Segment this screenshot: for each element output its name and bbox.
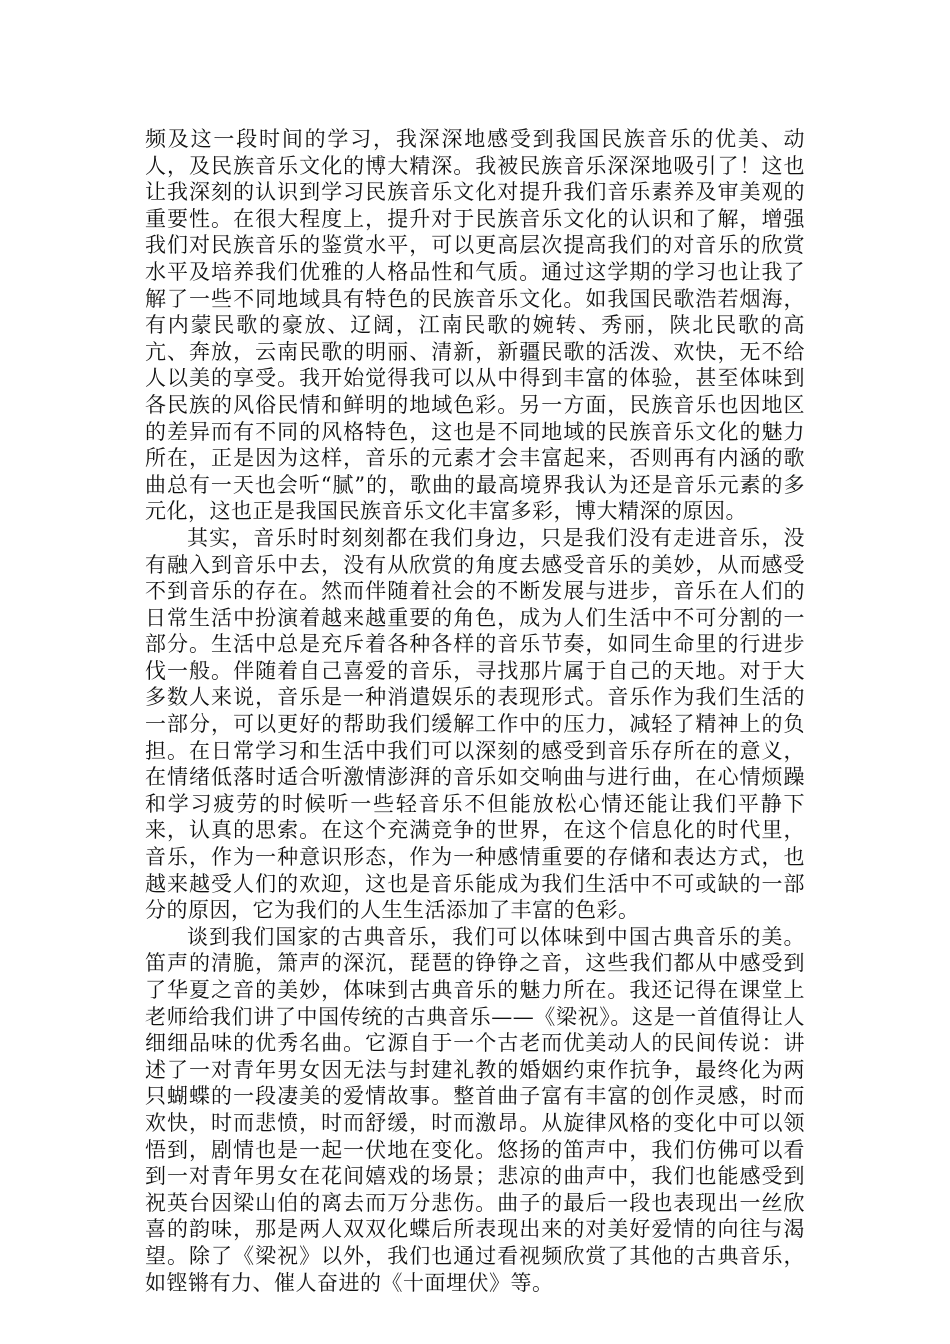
paragraph: 谈到我们国家的古典音乐，我们可以体味到中国古典音乐的美。笛声的清脆，箫声的深沉，琵琶的铮铮之音，这些我们都从中感受到了华夏之音的美妙，体味到古典音乐的魅力所在。我还记得在课堂上老师给我们讲了中国传统的古典音乐——《梁祝》。这是一首值得让人细细品味的优秀名曲。它源自于一个古老而优美动人的民间传说：讲述了一对青年男女因无法与封建礼教的婚姻约束作抗争，最终化为两只蝴蝶的一段凄美的爱情故事。整首曲子富有丰富的创作灵感，时而欢快，时而悲愤，时而舒缓，时而激昂。从旋律风格的变化中可以领悟到，剧情也是一起一伏地在变化。悠扬的笛声中，我们仿佛可以看到一对青年男女在花间嬉戏的场景；悲凉的曲声中，我们也能感受到祝英台因梁山伯的离去而万分悲伤。曲子的最后一段也表现出一丝欣喜的韵味，那是两人双双化蝶后所表现出来的对美好爱情的向往与渴望。除了《梁祝》以外，我们也通过看视频欣赏了其他的古典音乐，如铿锵有力、催人奋进的《十面埋伏》等。	[145, 924, 805, 1295]
paragraph: 频及这一段时间的学习，我深深地感受到我国民族音乐的优美、动人，及民族音乐文化的博大精深。我被民族音乐深深地吸引了！这也让我深刻的认识到学习民族音乐文化对提升我们音乐素养及审美观的重要性。在很大程度上，提升对于民族音乐文化的认识和了解，增强我们对民族音乐的鉴赏水平，可以更高层次提高我们的对音乐的欣赏水平及培养我们优雅的人格品性和气质。通过这学期的学习也让我了解了一些不同地域具有特色的民族音乐文化。如我国民歌浩若烟海，有内蒙民歌的豪放、辽阔，江南民歌的婉转、秀丽，陕北民歌的高亢、奔放，云南民歌的明丽、清新，新疆民歌的活泼、欢快，无不给人以美的享受。我开始觉得我可以从中得到丰富的体验，甚至体味到各民族的风俗民情和鲜明的地域色彩。另一方面，民族音乐也因地区的差异而有不同的风格特色，这也是不同地域的民族音乐文化的魅力所在，正是因为这样，音乐的元素才会丰富起来，否则再有内涵的歌曲总有一天也会听“腻”的，歌曲的最高境界我认为还是音乐元素的多元化，这也正是我国民族音乐文化丰富多彩，博大精深的原因。	[145, 127, 805, 524]
document-body	[145, 126, 805, 1296]
paragraph: 其实，音乐时时刻刻都在我们身边，只是我们没有走进音乐，没有融入到音乐中去，没有从欣赏的角度去感受音乐的美妙，从而感受不到音乐的存在。然而伴随着社会的不断发展与进步，音乐在人们的日常生活中扮演着越来越重要的角色，成为人们生活中不可分割的一部分。生活中总是充斥着各种各样的音乐节奏，如同生命里的行进步伐一般。伴随着自己喜爱的音乐，寻找那片属于自己的天地。对于大多数人来说，音乐是一种消遣娱乐的表现形式。音乐作为我们生活的一部分，可以更好的帮助我们缓解工作中的压力，减轻了精神上的负担。在日常学习和生活中我们可以深刻的感受到音乐存所在的意义，在情绪低落时适合听激情澎湃的音乐如交响曲与进行曲，在心情烦躁和学习疲劳的时候听一些轻音乐不但能放松心情还能让我们平静下来，认真的思索。在这个充满竞争的世界，在这个信息化的时代里，音乐，作为一种意识形态，作为一种感情重要的存储和表达方式，也越来越受人们的欢迎，这也是音乐能成为我们生活中不可或缺的一部分的原因，它为我们的人生生活添加了丰富的色彩。	[145, 525, 805, 923]
